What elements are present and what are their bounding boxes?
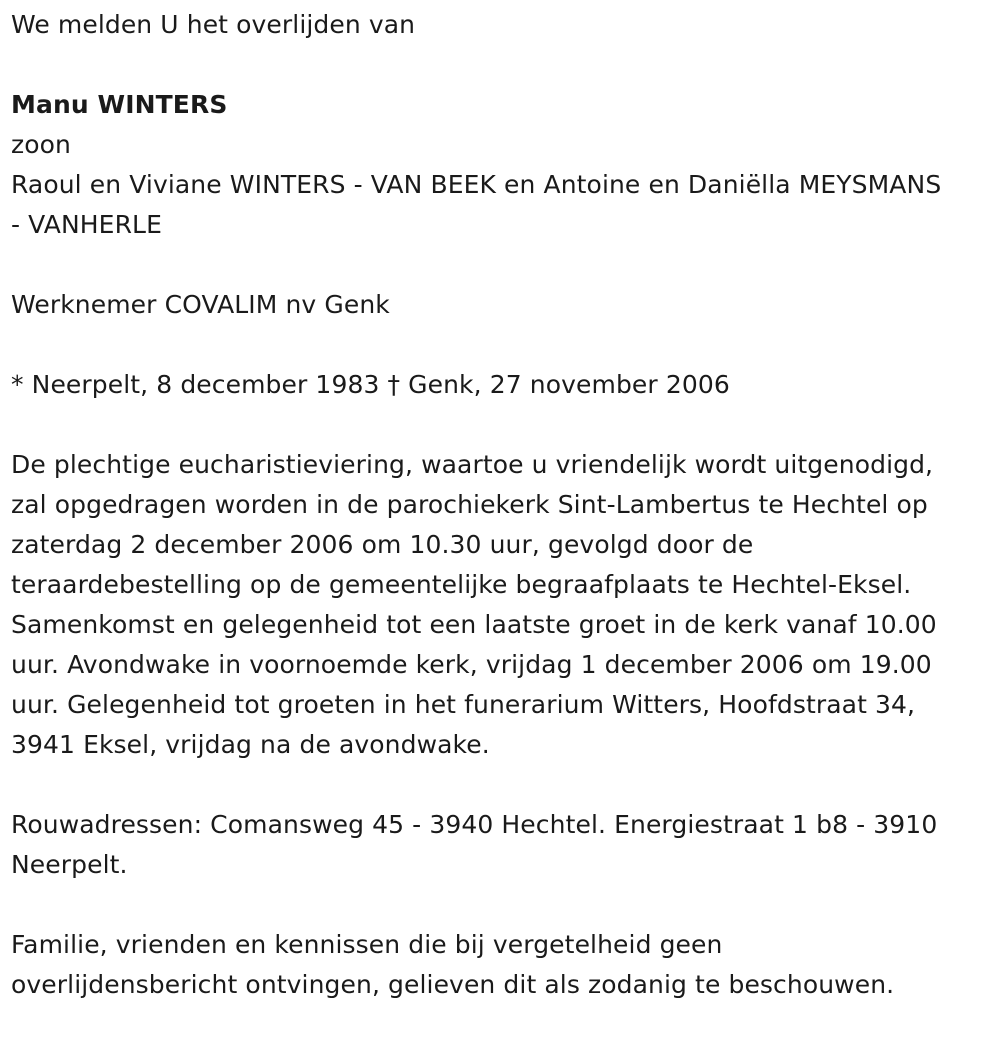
spacer — [11, 325, 991, 365]
ceremony-line: 3941 Eksel, vrijdag na de avondwake. — [11, 730, 490, 759]
ceremony-line: teraardebestelling op de gemeentelijke begraafplaats te Hechtel-Eksel. — [11, 570, 912, 599]
ceremony-line: zaterdag 2 december 2006 om 10.30 uur, gevolgd door de — [11, 530, 754, 559]
spacer — [11, 885, 991, 925]
spacer — [11, 765, 991, 805]
address-paragraph — [11, 805, 991, 885]
closing-line: Familie, vrienden en kennissen die bij vergetelheid geen — [11, 930, 723, 959]
employment-text: Werknemer COVALIM nv Genk — [11, 290, 390, 319]
spacer — [11, 405, 991, 445]
parents-line-2: - VANHERLE — [11, 210, 162, 239]
ceremony-line: De plechtige eucharistieviering, waartoe u vriendelijk wordt uitgenodigd, — [11, 450, 934, 479]
closing-line: overlijdensbericht ontvingen, gelieven dit als zodanig te beschouwen. — [11, 970, 895, 999]
intro-text: We melden U het overlijden van — [11, 10, 416, 39]
spacer — [11, 245, 991, 285]
ceremony-line: zal opgedragen worden in de parochiekerk Sint-Lambertus te Hechtel op — [11, 490, 928, 519]
relation-text: zoon — [11, 130, 71, 159]
parents-line-1: Raoul en Viviane WINTERS - VAN BEEK en Antoine en Daniëlla MEYSMANS — [11, 170, 942, 199]
ceremony-paragraph — [11, 445, 991, 765]
ceremony-line: uur. Avondwake in voornoemde kerk, vrijdag 1 december 2006 om 19.00 — [11, 650, 932, 679]
address-line: Neerpelt. — [11, 850, 128, 879]
birth-death-text: * Neerpelt, 8 december 1983 † Genk, 27 november 2006 — [11, 370, 730, 399]
address-line: Rouwadressen: Comansweg 45 - 3940 Hechtel. Energiestraat 1 b8 - 3910 — [11, 810, 938, 839]
deceased-name: Manu WINTERS — [11, 90, 228, 119]
ceremony-line: Samenkomst en gelegenheid tot een laatste groet in de kerk vanaf 10.00 — [11, 610, 937, 639]
obituary-notice — [11, 0, 991, 1005]
ceremony-line: uur. Gelegenheid tot groeten in het funerarium Witters, Hoofdstraat 34, — [11, 690, 916, 719]
closing-paragraph — [11, 925, 991, 1005]
